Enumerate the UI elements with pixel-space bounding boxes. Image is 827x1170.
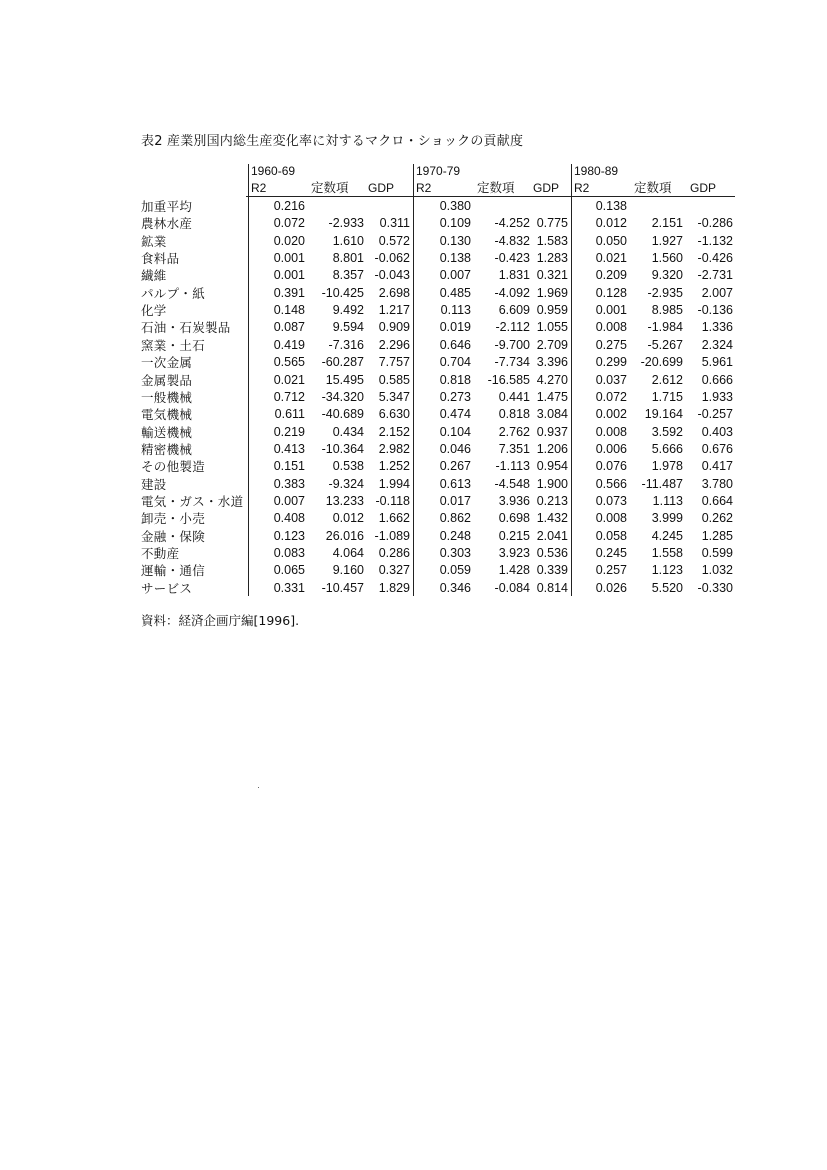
row-label: 電気・ガス・水道	[141, 493, 244, 509]
gdp-value: 2.982	[378, 441, 410, 456]
constant-value: 3.592	[651, 424, 683, 439]
r2-value: 0.021	[595, 251, 627, 266]
constant-value: 13.233	[325, 493, 364, 508]
row-label: 金属製品	[141, 372, 193, 388]
row-label: 化学	[141, 303, 167, 319]
gdp-value: 0.954	[536, 459, 568, 474]
gdp-value: -0.043	[374, 268, 410, 283]
constant-value: -40.689	[321, 407, 364, 422]
row-label: 建設	[141, 476, 167, 492]
column-header-gdp: GDP	[533, 181, 560, 195]
column-header-constant: 定数項	[477, 181, 515, 195]
constant-value: 8.357	[332, 268, 364, 283]
gdp-value: 1.662	[378, 511, 410, 526]
gdp-value: 0.814	[536, 580, 568, 595]
r2-value: 0.123	[273, 528, 305, 543]
r2-value: 0.008	[595, 424, 627, 439]
constant-value: 3.999	[651, 511, 683, 526]
r2-value: 0.076	[595, 459, 627, 474]
gdp-value: -0.426	[697, 251, 733, 266]
r2-value: 0.611	[274, 407, 305, 422]
column-header-r2: R2	[416, 181, 432, 195]
constant-value: -10.425	[321, 285, 364, 300]
r2-value: 0.299	[595, 355, 627, 370]
constant-value: 9.320	[651, 268, 683, 283]
gdp-value: 0.775	[536, 216, 568, 231]
row-label: 加重平均	[141, 199, 193, 214]
period-header-3: 1980-89	[574, 164, 619, 178]
constant-value: 6.609	[498, 303, 530, 318]
r2-value: 0.712	[273, 389, 305, 404]
r2-value: 0.007	[439, 268, 471, 283]
constant-value: 19.164	[644, 407, 683, 422]
gdp-value: 0.311	[379, 216, 410, 231]
r2-value: 0.001	[273, 268, 305, 283]
gdp-value: 0.321	[536, 268, 568, 283]
gdp-value: 1.432	[536, 511, 568, 526]
r2-value: 0.026	[595, 580, 627, 595]
r2-value: 0.109	[439, 216, 471, 231]
constant-value: -1.984	[647, 320, 683, 335]
gdp-value: 6.630	[378, 407, 410, 422]
gdp-value: 1.336	[701, 320, 733, 335]
table-title: 表2 産業別国内総生産変化率に対するマクロ・ショックの貢献度	[141, 134, 524, 149]
constant-value: -10.457	[321, 580, 364, 595]
r2-value: 0.037	[595, 372, 627, 387]
gdp-value: 2.007	[701, 285, 733, 300]
r2-value: 0.566	[595, 476, 627, 491]
r2-value: 0.613	[439, 476, 471, 491]
constant-value: 8.801	[332, 251, 364, 266]
r2-value: 0.087	[273, 320, 305, 335]
gdp-value: 2.041	[536, 528, 568, 543]
gdp-value: 1.032	[701, 563, 733, 578]
r2-value: 0.346	[439, 580, 471, 595]
gdp-value: 4.270	[536, 372, 568, 387]
gdp-value: 2.324	[701, 337, 733, 352]
r2-value: 0.245	[595, 546, 627, 560]
constant-value: -2.935	[647, 285, 683, 300]
gdp-value: -0.062	[374, 251, 410, 266]
gdp-value: -0.118	[375, 493, 410, 508]
row-label: 金融・保険	[141, 528, 206, 544]
r2-value: 0.021	[273, 372, 305, 387]
gdp-value: 0.339	[536, 563, 568, 578]
gdp-value: 2.709	[536, 337, 568, 352]
constant-value: 9.160	[332, 563, 364, 578]
r2-value: 0.380	[439, 199, 471, 213]
r2-value: 0.646	[439, 337, 471, 352]
r2-value: 0.130	[439, 233, 471, 248]
r2-value: 0.017	[439, 493, 471, 508]
constant-value: 8.985	[651, 303, 683, 318]
gdp-value: 3.084	[536, 407, 568, 422]
gdp-value: 0.664	[701, 493, 733, 508]
r2-value: 0.303	[439, 546, 471, 560]
r2-value: 0.275	[595, 337, 627, 352]
gdp-value: 0.403	[701, 424, 733, 439]
constant-value: 4.245	[651, 528, 683, 543]
gdp-value: -1.132	[697, 233, 733, 248]
r2-value: 0.383	[273, 476, 305, 491]
r2-value: 0.008	[595, 511, 627, 526]
constant-value: 1.715	[651, 389, 683, 404]
row-label: サービス	[141, 580, 193, 596]
constant-value: 1.558	[651, 546, 683, 560]
r2-value: 0.216	[273, 199, 305, 213]
r2-value: 0.248	[439, 528, 471, 543]
gdp-value: 1.583	[536, 233, 568, 248]
constant-value: 1.978	[651, 459, 683, 474]
gdp-value: -0.286	[697, 216, 733, 231]
constant-value: -60.287	[321, 355, 364, 370]
constant-value: -7.734	[494, 355, 530, 370]
constant-value: -4.252	[494, 216, 530, 231]
source-note: 資料：経済企画庁編[1996].	[141, 613, 300, 628]
gdp-value: 1.055	[536, 320, 568, 335]
r2-value: 0.012	[595, 216, 627, 231]
column-header-constant: 定数項	[311, 181, 349, 195]
constant-value: 2.612	[651, 372, 683, 387]
constant-value: 26.016	[325, 528, 364, 543]
constant-value: -20.699	[640, 355, 683, 370]
r2-value: 0.257	[595, 563, 627, 578]
r2-value: 0.046	[439, 441, 471, 456]
constant-value: 0.215	[498, 528, 530, 543]
r2-value: 0.072	[595, 389, 627, 404]
constant-value: -7.316	[328, 337, 364, 352]
gdp-value: -0.257	[697, 407, 733, 422]
constant-value: 1.927	[651, 233, 683, 248]
column-header-r2: R2	[251, 181, 267, 195]
row-label: パルプ・紙	[141, 285, 206, 301]
gdp-value: 0.676	[701, 441, 733, 456]
r2-value: 0.001	[595, 303, 627, 318]
constant-value: -9.700	[494, 337, 530, 352]
r2-value: 0.151	[273, 459, 305, 474]
period-header-2: 1970-79	[416, 164, 461, 178]
constant-value: 9.594	[332, 320, 364, 335]
gdp-value: -0.136	[697, 303, 733, 318]
constant-value: 0.698	[498, 511, 530, 526]
gdp-value: 2.296	[378, 337, 410, 352]
gdp-value: 2.152	[378, 424, 410, 439]
row-label: 運輸・通信	[141, 563, 206, 579]
gdp-value: 1.217	[378, 303, 410, 318]
r2-value: 0.219	[273, 424, 305, 439]
r2-value: 0.006	[595, 441, 627, 456]
r2-value: 0.104	[439, 424, 471, 439]
r2-value: 0.113	[440, 303, 471, 318]
row-label: 輸送機械	[141, 424, 193, 440]
r2-value: 0.391	[273, 285, 305, 300]
r2-value: 0.138	[439, 251, 471, 266]
row-label: 石油・石炭製品	[141, 320, 231, 336]
row-label: 鉱業	[141, 233, 167, 249]
r2-value: 0.148	[273, 303, 305, 318]
gdp-value: 0.536	[536, 546, 568, 560]
constant-value: -5.267	[647, 337, 683, 352]
constant-value: 3.923	[498, 546, 530, 560]
row-label: 一次金属	[141, 355, 193, 371]
constant-value: 0.434	[332, 424, 364, 439]
row-label: 一般機械	[141, 389, 193, 405]
header-rule	[246, 196, 735, 197]
r2-value: 0.331	[273, 580, 305, 595]
constant-value: -10.364	[321, 441, 364, 456]
row-label: 精密機械	[141, 441, 193, 457]
gdp-value: 5.347	[378, 389, 410, 404]
constant-value: -1.113	[495, 459, 530, 474]
constant-value: 1.560	[651, 251, 683, 266]
gdp-value: -2.731	[697, 268, 733, 283]
constant-value: 2.151	[651, 216, 683, 231]
gdp-value: 0.909	[378, 320, 410, 335]
constant-value: 1.428	[498, 563, 530, 578]
r2-value: 0.413	[273, 441, 305, 456]
row-label: 農林水産	[141, 216, 193, 232]
r2-value: 0.862	[439, 511, 471, 526]
gdp-value: 1.933	[701, 389, 733, 404]
scan-speck	[258, 787, 259, 788]
gdp-value: 1.994	[378, 476, 410, 491]
gdp-value: 0.599	[701, 546, 733, 560]
r2-value: 0.267	[439, 459, 471, 474]
gdp-value: 0.666	[701, 372, 733, 387]
constant-value: 0.538	[332, 459, 364, 474]
gdp-value: 3.396	[536, 355, 568, 370]
row-label: 不動産	[141, 546, 180, 561]
column-header-r2: R2	[574, 181, 590, 195]
constant-value: 9.492	[332, 303, 364, 318]
constant-value: 4.064	[332, 546, 364, 560]
gdp-value: -1.089	[374, 528, 410, 543]
constant-value: 15.495	[325, 372, 364, 387]
r2-value: 0.485	[439, 285, 471, 300]
gdp-value: 1.285	[701, 528, 733, 543]
r2-value: 0.002	[595, 407, 627, 422]
row-label: 窯業・土石	[141, 337, 206, 353]
constant-value: 5.520	[651, 580, 683, 595]
r2-value: 0.138	[595, 199, 627, 213]
gdp-value: 1.206	[536, 441, 568, 456]
r2-value: 0.058	[595, 528, 627, 543]
r2-value: 0.209	[595, 268, 627, 283]
r2-value: 0.128	[595, 285, 627, 300]
row-label: 繊維	[141, 268, 167, 284]
constant-value: -2.112	[495, 320, 530, 335]
r2-value: 0.065	[273, 563, 305, 578]
constant-value: 1.113	[652, 493, 683, 508]
r2-value: 0.073	[595, 493, 627, 508]
gdp-value: 1.829	[378, 580, 410, 595]
gdp-value: 0.937	[536, 424, 568, 439]
r2-value: 0.008	[595, 320, 627, 335]
r2-value: 0.565	[273, 355, 305, 370]
r2-value: 0.059	[439, 563, 471, 578]
gdp-value: -0.330	[697, 580, 733, 595]
r2-value: 0.072	[273, 216, 305, 231]
constant-value: 7.351	[498, 441, 530, 456]
r2-value: 0.273	[439, 389, 471, 404]
column-header-constant: 定数項	[634, 181, 672, 195]
gdp-value: 0.286	[378, 546, 410, 560]
constant-value: 0.818	[498, 407, 530, 422]
gdp-value: 2.698	[378, 285, 410, 300]
gdp-value: 1.969	[536, 285, 568, 300]
period-header-1: 1960-69	[251, 164, 296, 178]
constant-value: 3.936	[498, 493, 530, 508]
gdp-value: 7.757	[378, 355, 410, 370]
row-label: 電気機械	[141, 407, 193, 423]
row-label: 卸売・小売	[141, 511, 206, 527]
gdp-value: 1.900	[536, 476, 568, 491]
constant-value: 2.762	[498, 424, 530, 439]
constant-value: 5.666	[651, 441, 683, 456]
r2-value: 0.020	[273, 233, 305, 248]
r2-value: 0.001	[273, 251, 305, 266]
r2-value: 0.474	[439, 407, 471, 422]
gdp-value: 5.961	[701, 355, 733, 370]
column-header-gdp: GDP	[368, 181, 395, 195]
gdp-value: 0.585	[378, 372, 410, 387]
constant-value: 0.441	[498, 389, 530, 404]
r2-value: 0.050	[595, 233, 627, 248]
row-label: 食料品	[141, 251, 180, 267]
constant-value: 1.610	[332, 233, 364, 248]
constant-value: 1.123	[651, 563, 683, 578]
r2-value: 0.083	[273, 546, 305, 560]
constant-value: -16.585	[487, 372, 530, 387]
constant-value: -4.832	[494, 233, 530, 248]
gdp-value: 1.252	[378, 459, 410, 474]
constant-value: 1.831	[498, 268, 530, 283]
r2-value: 0.408	[273, 511, 305, 526]
gdp-value: 1.283	[536, 251, 568, 266]
r2-value: 0.704	[439, 355, 471, 370]
constant-value: -4.548	[494, 476, 530, 491]
gdp-value: 3.780	[701, 476, 733, 491]
gdp-value: 0.959	[536, 303, 568, 318]
constant-value: -4.092	[494, 285, 530, 300]
gdp-value: 0.417	[701, 459, 733, 474]
r2-value: 0.419	[273, 337, 305, 352]
r2-value: 0.818	[439, 372, 471, 387]
row-label: その他製造	[141, 459, 206, 475]
gdp-value: 0.327	[378, 563, 410, 578]
constant-value: 0.012	[332, 511, 364, 526]
column-header-gdp: GDP	[690, 181, 717, 195]
r2-value: 0.019	[439, 320, 471, 335]
gdp-value: 0.213	[536, 493, 568, 508]
constant-value: -34.320	[321, 389, 364, 404]
constant-value: -0.084	[494, 580, 530, 595]
constant-value: -11.487	[641, 476, 683, 491]
gdp-value: 0.572	[378, 233, 410, 248]
constant-value: -9.324	[328, 476, 364, 491]
constant-value: -2.933	[328, 216, 364, 231]
gdp-value: 1.475	[536, 389, 568, 404]
gdp-value: 0.262	[701, 511, 733, 526]
constant-value: -0.423	[494, 251, 530, 266]
r2-value: 0.007	[273, 493, 305, 508]
